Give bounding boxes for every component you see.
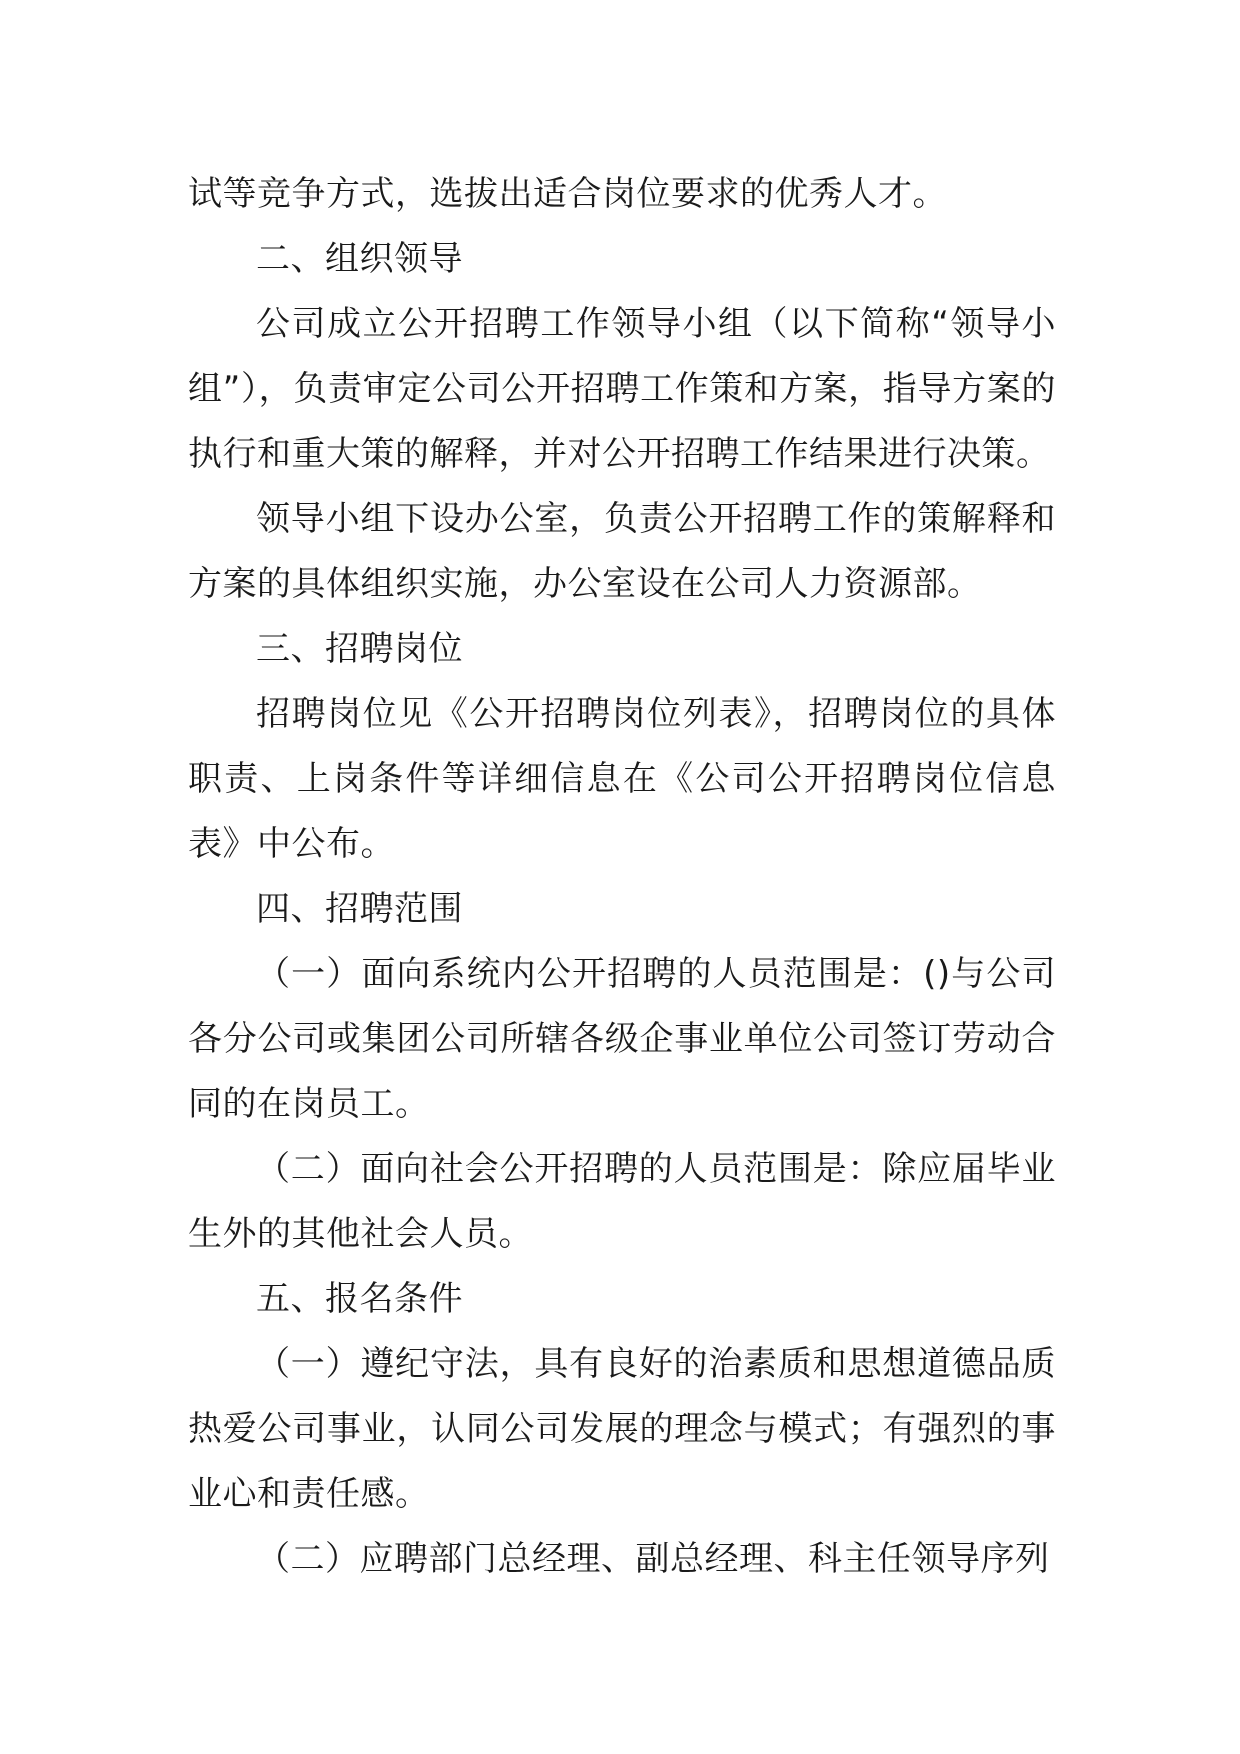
paragraph-leadership-group: 公司成立公开招聘工作领导小组（以下简称“领导小组”），负责审定公司公开招聘工作策和方案，指导方案的执行和重大策的解释，并对公开招聘工作结果进行决策。 bbox=[188, 304, 1056, 474]
paragraph-condition-1: （一）遵纪守法，具有良好的治素质和思想道德品质热爱公司事业，认同公司发展的理念与模式；有强烈的事业心和责任感。 bbox=[188, 1344, 1056, 1514]
paragraph-condition-2: （二）应聘部门总经理、副总经理、科主任领导序列 bbox=[256, 1539, 1050, 1579]
paragraph-continuation: 试等竞争方式，选拔出适合岗位要求的优秀人才。 bbox=[188, 174, 947, 214]
section-heading-positions: 三、招聘岗位 bbox=[256, 629, 463, 669]
section-heading-organization: 二、组织领导 bbox=[256, 239, 463, 279]
paragraph-office: 领导小组下设办公室，负责公开招聘工作的策解释和方案的具体组织实施，办公室设在公司人力资源部。 bbox=[188, 499, 1056, 604]
paragraph-scope-internal: （一）面向系统内公开招聘的人员范围是：()与公司各分公司或集团公司所辖各级企事业单位公司签订劳动合同的在岗员工。 bbox=[188, 954, 1056, 1124]
paragraph-positions: 招聘岗位见《公开招聘岗位列表》，招聘岗位的具体职责、上岗条件等详细信息在《公司公开招聘岗位信息表》中公布。 bbox=[188, 694, 1056, 864]
paragraph-scope-external: （二）面向社会公开招聘的人员范围是：除应届毕业生外的其他社会人员。 bbox=[188, 1149, 1056, 1254]
section-heading-scope: 四、招聘范围 bbox=[256, 889, 463, 929]
section-heading-conditions: 五、报名条件 bbox=[256, 1279, 463, 1319]
document-body bbox=[188, 162, 1056, 1592]
